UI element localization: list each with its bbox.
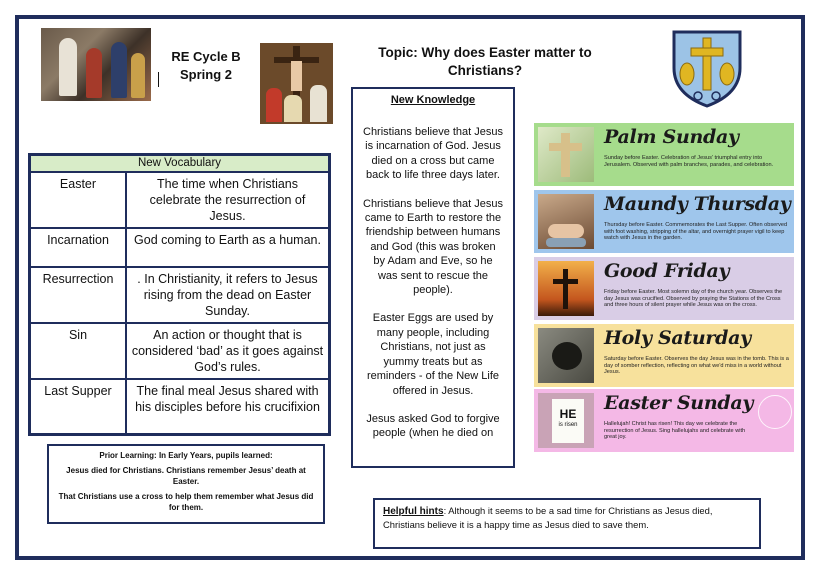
knowledge-paragraph: Jesus asked God to forgive people (when he died on — [366, 412, 500, 440]
day-name: Holy Saturday — [604, 327, 751, 349]
vocab-term: Last Supper — [30, 379, 127, 434]
day-description: Thursday before Easter. Commemorates the Last Supper. Often observed with foot washing, stripping of the altar, and overnight prayer vigil to keep watch with Jesus in the garden. — [604, 222, 788, 242]
prior-learning-heading: Prior Learning: In Early Years, pupils learned: — [99, 451, 273, 460]
sunset-cross-image — [538, 261, 594, 316]
knowledge-paragraph: Christians believe that Jesus is incarnation of God. Jesus died on a cross but came back to life three days later. — [363, 126, 504, 182]
day-card-good-friday — [534, 257, 794, 320]
vocabulary-heading: New Vocabulary — [30, 155, 330, 173]
easter-card-title: HE — [559, 407, 577, 421]
day-name: Palm Sunday — [604, 126, 739, 148]
vocab-term: Easter — [30, 172, 127, 228]
day-description: Friday before Easter. Most solemn day of the church year. Observes the day Jesus was crucified. Observed by praying the Stations of the Cross and three hours of silent prayer while Jesus was on the cross. — [604, 289, 783, 309]
day-card-maundy-thursday — [534, 190, 794, 253]
empty-tomb-image — [538, 328, 594, 383]
new-knowledge-box — [351, 87, 515, 468]
helpful-hints-text: : Although it seems to be a sad time for Christians as Jesus died, Christians believe it is a happy time as Jesus died to save them. — [383, 505, 713, 530]
vocab-definition: An action or thought that is considered ‘bad’ as it goes against God’s rules. — [126, 323, 330, 379]
vocab-definition: . In Christianity, it refers to Jesus rising from the dead on Easter Sunday. — [126, 267, 330, 323]
watermark-circle-icon — [758, 395, 792, 429]
new-knowledge-heading: New Knowledge — [390, 94, 476, 106]
prior-learning-box — [47, 444, 325, 524]
palm-cross-image — [538, 127, 594, 182]
day-name: Good Friday — [604, 260, 730, 282]
foot-washing-image — [538, 194, 594, 249]
cycle-line: RE Cycle B — [171, 49, 241, 64]
knowledge-paragraph: Christians believe that Jesus came to Earth to restore the friendship between humans and God (this was broken by Adam and Eve, so he was sent to rescue the people). — [363, 197, 504, 297]
day-name: Maundy Thursday — [604, 193, 791, 215]
he-is-risen-card-image — [538, 393, 594, 448]
helpful-hints-label: Helpful hints — [383, 506, 444, 517]
school-crest-icon — [670, 28, 744, 108]
prior-learning-line: That Christians use a cross to help them remember what Jesus did for them. — [58, 492, 314, 512]
day-description: Sunday before Easter. Celebration of Jesus' triumphal entry into Jerusalem. Observed with palm branches, parades, and celebration. — [604, 155, 774, 168]
topic-title — [358, 44, 612, 80]
topic-line-1: Topic: Why does Easter matter to — [378, 45, 592, 60]
text-cursor-mark — [158, 72, 159, 87]
day-name: Easter Sunday — [604, 392, 754, 414]
vocab-term: Resurrection — [30, 267, 127, 323]
prior-learning-line: Jesus died for Christians. Christians remember Jesus’ death at Easter. — [66, 466, 306, 486]
day-card-easter-sunday — [534, 389, 794, 452]
day-card-holy-saturday — [534, 324, 794, 387]
day-card-palm-sunday — [534, 123, 794, 186]
vocab-definition: The final meal Jesus shared with his disciples before his crucifixion — [126, 379, 330, 434]
helpful-hints-box — [373, 498, 761, 549]
crucifixion-painting-image — [260, 43, 333, 124]
term-line: Spring 2 — [179, 67, 232, 82]
vocab-term: Incarnation — [30, 228, 127, 267]
vocab-definition: The time when Christians celebrate the resurrection of Jesus. — [126, 172, 330, 228]
vocab-definition: God coming to Earth as a human. — [126, 228, 330, 267]
cycle-title — [163, 48, 249, 84]
vocab-term: Sin — [30, 323, 127, 379]
vocabulary-table — [28, 153, 331, 436]
easter-card-subtitle: is risen — [558, 422, 578, 428]
day-description: Hallelujah! Christ has risen! This day we celebrate the resurrection of Jesus. Sing hallelujahs and celebrate with great joy. — [604, 421, 746, 441]
topic-line-2: Christians? — [447, 63, 523, 78]
knowledge-paragraph: Easter Eggs are used by many people, including Christians, not just as yummy treats but as reminders - of the New Life offered in Jesus. — [366, 312, 500, 397]
day-description: Saturday before Easter. Observes the day Jesus was in the tomb. This is a day of somber reflection, reflecting on what we'd miss in a world without Jesus. — [604, 356, 789, 376]
easter-painting-image — [41, 28, 151, 101]
